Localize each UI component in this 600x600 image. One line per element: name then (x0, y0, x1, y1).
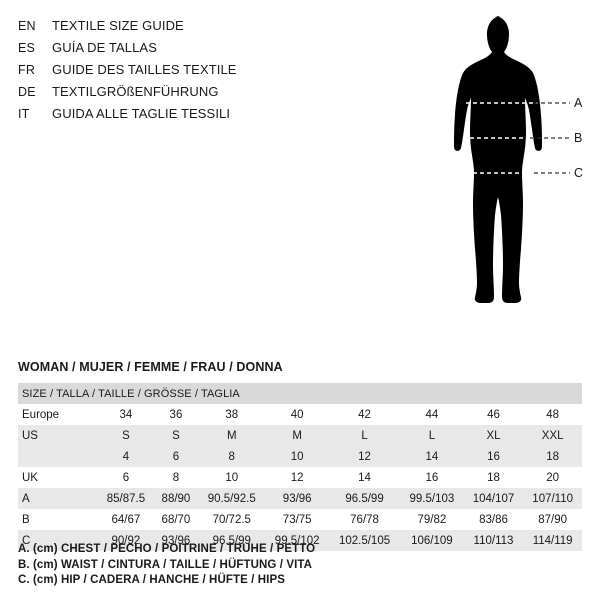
table-row (18, 404, 582, 425)
cell: 83/86 (479, 513, 508, 526)
table-row (18, 425, 582, 446)
cell: 73/75 (282, 513, 312, 526)
row-label-us: US (22, 429, 38, 442)
table-row (18, 509, 582, 530)
cell: 18 (546, 450, 560, 463)
cell: 76/78 (350, 513, 379, 526)
measurement-legend (18, 543, 582, 590)
cell: 70/72.5 (212, 513, 251, 526)
legend-row-a: A. (cm) CHEST / PECHO / POITRINE / TRUHE / PETTO (18, 543, 316, 555)
legend-row-c: C. (cm) HIP / CADERA / HANCHE / HÜFTE / HIPS (18, 574, 286, 586)
cell: 93/96 (282, 492, 312, 505)
language-text-en: TEXTILE SIZE GUIDE (52, 18, 184, 33)
language-row (18, 84, 348, 104)
cell: 6 (122, 471, 130, 484)
cell: 93/96 (161, 534, 191, 547)
cell: 107/110 (532, 492, 574, 505)
cell: XXL (541, 429, 564, 442)
language-header-block (18, 18, 348, 128)
language-row (18, 106, 348, 126)
language-text-it: GUIDA ALLE TAGLIE TESSILI (52, 106, 231, 121)
language-code-fr: FR (18, 63, 36, 77)
cell: 64/67 (111, 513, 141, 526)
cell: 90/92 (111, 534, 141, 547)
language-code-es: ES (18, 41, 36, 55)
cell: 102.5/105 (338, 534, 391, 547)
measure-label-a: A (574, 96, 583, 110)
row-label-uk: UK (22, 471, 38, 484)
cell: 16 (425, 471, 439, 484)
cell: 99.5/102 (274, 534, 320, 547)
table-row (18, 446, 582, 467)
measure-label-c: C (574, 166, 584, 180)
language-row (18, 18, 348, 38)
legend-row-b: B. (cm) WAIST / CINTURA / TAILLE / HÜFTUNG / VITA (18, 558, 313, 571)
cell: 6 (172, 450, 180, 463)
cell: 99.5/103 (409, 492, 455, 505)
language-text-fr: GUIDE DES TAILLES TEXTILE (52, 62, 237, 77)
table-row (18, 488, 582, 509)
female-silhouette-figure (430, 10, 590, 370)
cell: 10 (225, 471, 239, 484)
cell: XL (486, 429, 501, 442)
cell: L (361, 429, 368, 442)
table-row (18, 467, 582, 488)
cell: 79/82 (417, 513, 447, 526)
language-code-it: IT (18, 107, 30, 121)
cell: 36 (169, 408, 183, 421)
cell: 90.5/92.5 (207, 492, 256, 505)
table-header-label: SIZE / TALLA / TAILLE / GRÖSSE / TAGLIA (22, 387, 240, 400)
language-text-de: TEXTILGRÖßENFÜHRUNG (52, 84, 219, 99)
cell: 4 (122, 450, 130, 463)
row-label-b: B (22, 513, 30, 526)
cell: 46 (487, 408, 500, 421)
language-code-en: EN (18, 19, 36, 33)
cell: 20 (546, 471, 560, 484)
cell: 8 (228, 450, 235, 463)
cell: 96.5/99 (212, 534, 251, 547)
cell: 8 (172, 471, 180, 484)
cell: 38 (225, 408, 239, 421)
cell: 12 (290, 471, 304, 484)
cell: 96.5/99 (345, 492, 384, 505)
cell: 88/90 (161, 492, 191, 505)
language-row (18, 40, 348, 60)
silhouette-icon (430, 10, 590, 370)
cell: 44 (425, 408, 439, 421)
language-code-de: DE (18, 85, 36, 99)
cell: M (292, 429, 302, 442)
section-title-woman: WOMAN / MUJER / FEMME / FRAU / DONNA (18, 360, 283, 374)
cell: 12 (358, 450, 371, 463)
cell: 104/107 (472, 492, 515, 505)
row-label-c: C (22, 534, 31, 547)
cell: 34 (119, 408, 133, 421)
table-header-row (18, 383, 582, 404)
measure-label-b: B (574, 131, 583, 145)
cell: L (428, 429, 436, 442)
cell: M (226, 429, 237, 442)
cell: 110/113 (473, 534, 514, 547)
language-text-es: GUÍA DE TALLAS (52, 40, 157, 55)
cell: S (172, 429, 180, 442)
cell: 42 (358, 408, 371, 421)
size-table (18, 383, 582, 551)
cell: 68/70 (161, 513, 191, 526)
cell: 16 (487, 450, 500, 463)
cell: 10 (290, 450, 304, 463)
row-label-europe: Europe (22, 408, 60, 421)
cell: 48 (546, 408, 560, 421)
cell: S (122, 429, 130, 442)
cell: 14 (425, 450, 439, 463)
cell: 114/119 (532, 534, 573, 547)
cell: 106/109 (411, 534, 453, 547)
cell: 87/90 (538, 513, 568, 526)
cell: 18 (487, 471, 500, 484)
row-label-a: A (22, 492, 30, 505)
cell: 85/87.5 (106, 492, 146, 505)
cell: 40 (290, 408, 304, 421)
language-row (18, 62, 348, 82)
size-table-wrapper (18, 383, 582, 551)
cell: 14 (358, 471, 371, 484)
row-label-us-numeric (18, 446, 98, 467)
